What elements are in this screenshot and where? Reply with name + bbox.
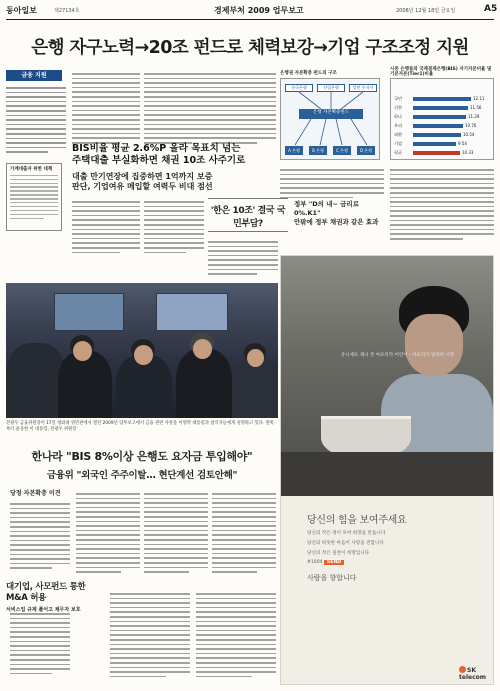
body-column: [212, 490, 276, 573]
ad-slogan: 사람을 향합니다: [307, 574, 357, 582]
bar: [413, 97, 471, 101]
body-column: [280, 166, 384, 198]
article2-label: 당정 자본확충 이견: [10, 490, 61, 497]
flow-bank-d: D 은행: [357, 146, 375, 155]
issue-number: 제27134호: [54, 8, 80, 14]
info-box-title: 가계대출자 위한 대책: [10, 166, 53, 172]
pull-quote-text: '한은 10조' 결국 국민부담?: [210, 206, 286, 229]
bar-row: [391, 113, 495, 120]
article2-heading: [6, 448, 278, 481]
bis-bar-chart: [390, 78, 494, 160]
section-title: 경제부처 2009 업무보고: [214, 6, 304, 15]
chart-panel: [280, 67, 494, 162]
subhead-loan: 대출 만기연장에 집중하면 1억까지 보증 판단, 기업여유 메입할 여력두 비대 점선: [72, 172, 213, 192]
flow-node-bok: 한국은행: [285, 84, 313, 92]
ad-copy: [307, 511, 477, 583]
article3-heading: [6, 582, 102, 613]
bar-row: [391, 131, 495, 138]
photo-screen-right: [156, 293, 228, 331]
bar-label: 국민: [394, 96, 403, 101]
news-photo: [6, 283, 278, 418]
fund-flow-diagram: [280, 78, 380, 160]
bar-label: 기업: [394, 141, 403, 146]
body-column: [110, 590, 190, 677]
article2-subheadline: 금융위 "외국인 주주이탈… 현단계선 검토안해": [46, 470, 238, 481]
flow-node-kdb: 산업은행: [317, 84, 345, 92]
photo-caption: 전광우 금융위원장이 17일 청와대 영빈관에서 열린 2009년 업무보고에서 금융 관련 사항을 이명박 대통령과 참석자들에게 설명하고 있다. 왼쪽부터 윤증현 이 대통령, 전광우 위원장: [6, 421, 274, 432]
body-column: [10, 500, 70, 569]
bar-value: 12.11: [473, 96, 485, 101]
body-text: [6, 87, 66, 153]
bar-label: 평균: [394, 150, 403, 155]
brand-name: SK telecom: [459, 667, 486, 681]
bar-row: [391, 122, 495, 129]
butterfly-icon: [459, 666, 466, 673]
bar-caption: 시중 은행들의 국제결제은행(BIS) 자기자본비율 및 기본자본(Tier1)비율: [390, 67, 492, 77]
section-tag: 금융 지원: [6, 70, 62, 81]
bar-row: [391, 104, 495, 111]
flow-bank-a: A 은행: [285, 146, 303, 155]
bar-row: [391, 140, 495, 147]
bar: [413, 115, 466, 119]
ad-photo: [281, 256, 493, 496]
body-column: [144, 198, 204, 253]
bar-value: 10.33: [462, 150, 474, 155]
bar-value: 9.54: [458, 141, 467, 146]
article3-subheadline: 서비스업 규제 풀어고 채무자 보호: [6, 607, 81, 614]
advertisement[interactable]: [280, 255, 494, 685]
flow-bank-c: C 은행: [333, 146, 351, 155]
body-column: [208, 238, 278, 275]
photo-screen-left: [54, 293, 124, 331]
ad-sms: [307, 560, 477, 565]
flow-node-investor: 일반 투자자: [349, 84, 377, 92]
main-headline: 은행 자구노력→20조 펀드로 체력보강→기업 구조조정 지원: [31, 38, 469, 58]
page-number: A5: [484, 4, 498, 14]
bar-value: 11.56: [470, 105, 482, 110]
article2-headline: 한나라 "BIS 8%이상 은행도 요자금 투입해야": [31, 450, 253, 463]
publication-date: 2008년 12월 18일 금요일: [396, 8, 456, 14]
bar: [413, 142, 456, 146]
article3-headline: 대기업, 사모펀드 통한 M&A 허용: [6, 582, 86, 604]
side-heading: 정부 "D의 내~ 금리로 0%.K1" 안팎에 정부 채권과 같은 효과: [294, 200, 379, 227]
bar-label: 외환: [394, 132, 403, 137]
body-column: [72, 70, 140, 144]
pull-quote: [208, 198, 288, 232]
ad-line: 당신의 작은 실천이 희망입니다: [307, 551, 370, 556]
bar-value: 10.54: [463, 132, 475, 137]
body-column: [390, 166, 494, 240]
bar-row: [391, 149, 495, 156]
ad-sms-badge: SEND: [324, 560, 344, 565]
bar: [413, 106, 468, 110]
left-column: [6, 70, 66, 300]
flow-fund: 은행 자본확충펀드: [299, 109, 363, 119]
ad-photo-caption: 유니세프 제니 본 아프리카 어린이 - 아프리카 말라위 시만: [341, 353, 455, 358]
ad-line: 당신의 작은 정이 모여 희망을 만듭니다: [307, 531, 386, 536]
bar-label: 우리: [394, 123, 403, 128]
body-column: [10, 610, 70, 674]
bar-label: 하나: [394, 114, 403, 119]
bar: [413, 133, 461, 137]
bar: [413, 151, 460, 155]
paper-name: 동아일보: [6, 5, 37, 15]
body-column: [76, 490, 140, 573]
bar-value: 10.76: [465, 123, 477, 128]
ad-sms-number: #1004: [307, 560, 323, 565]
bar-label: 신한: [394, 105, 403, 110]
ad-headline: 당신의 힘을 보여주세요: [307, 515, 407, 526]
subhead-bis: BIS비율 평균 2.6%P 올라 목표치 넘는 주택대출 부실화하면 채권 10조 사주기로: [72, 143, 246, 166]
sk-telecom-logo: [459, 666, 493, 681]
body-column: [144, 70, 212, 144]
flow-caption: 은행권 자본확충 펀드의 구조: [280, 71, 337, 76]
body-column: [144, 490, 208, 573]
body-column: [72, 198, 140, 253]
bar-row: [391, 95, 495, 102]
body-column: [212, 70, 276, 144]
bar: [413, 124, 463, 128]
body-column: [196, 590, 276, 677]
bar-value: 11.29: [468, 114, 480, 119]
info-box: [6, 163, 62, 231]
flow-bank-b: B 은행: [309, 146, 327, 155]
masthead: [6, 4, 498, 20]
ad-line: 당신의 따뜻한 마음이 사랑을 전합니다: [307, 541, 384, 546]
